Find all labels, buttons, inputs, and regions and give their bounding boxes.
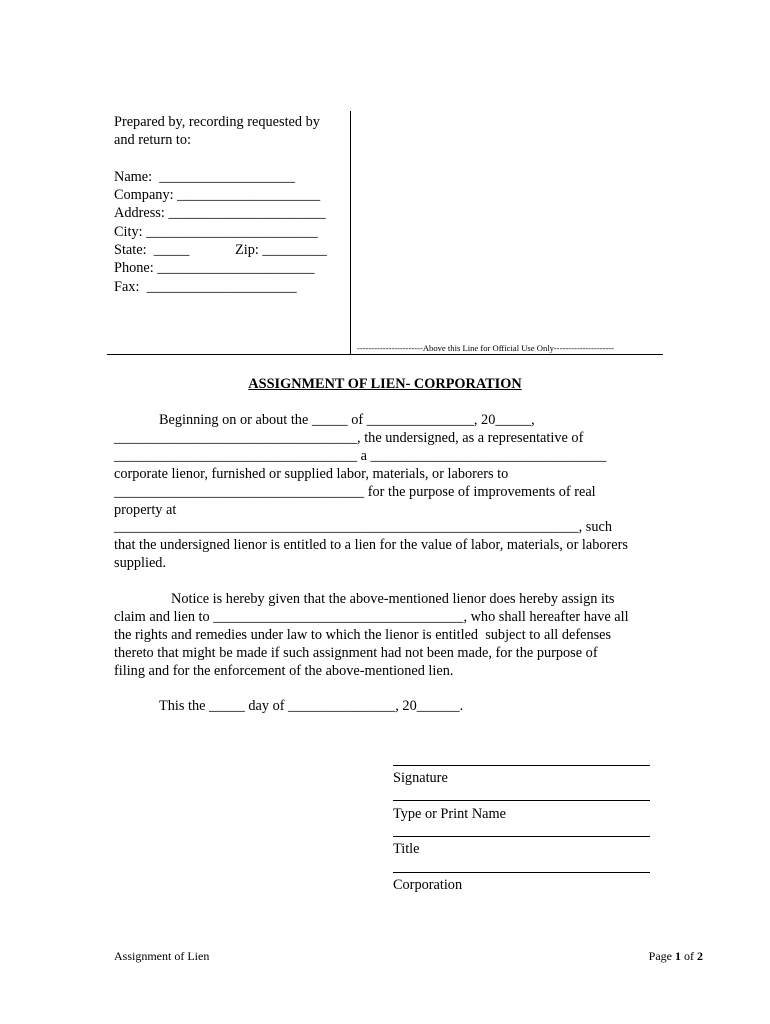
para1-line1: Beginning on or about the _____ of _______________, 20_____, bbox=[159, 412, 535, 428]
prepared-by-line2: and return to: bbox=[114, 132, 192, 148]
document-title: ASSIGNMENT OF LIEN- CORPORATION bbox=[248, 376, 522, 392]
title-label: Title bbox=[393, 841, 420, 857]
state-field[interactable]: State: _____ bbox=[114, 242, 190, 258]
para2-line3: the rights and remedies under law to which the lienor is entitled subject to all defenses bbox=[114, 627, 612, 643]
signature-line[interactable] bbox=[393, 765, 650, 766]
page-indicator bbox=[649, 949, 703, 963]
para1-line3: __________________________________ a _________________________________ bbox=[114, 448, 607, 464]
page-of: of bbox=[681, 949, 697, 963]
prepared-by-line1: Prepared by, recording requested by bbox=[114, 114, 320, 130]
name-field[interactable]: Name: ___________________ bbox=[114, 169, 296, 185]
footer-doc-name: Assignment of Lien bbox=[114, 949, 210, 963]
fax-field[interactable]: Fax: _____________________ bbox=[114, 279, 297, 295]
official-use-note: -----------------------Above this Line for Official Use Only--------------------- bbox=[357, 343, 615, 353]
print-name-label: Type or Print Name bbox=[393, 806, 506, 822]
page-current: 1 bbox=[675, 949, 681, 963]
zip-field[interactable]: Zip: _________ bbox=[235, 242, 327, 258]
para1-line4: corporate lienor, furnished or supplied labor, materials, or laborers to bbox=[114, 466, 509, 482]
signature-label: Signature bbox=[393, 770, 448, 786]
para2-line2: claim and lien to ___________________________________, who shall hereafter have all bbox=[114, 609, 629, 625]
corporation-line[interactable] bbox=[393, 872, 650, 873]
date-line: This the _____ day of _______________, 20______. bbox=[159, 698, 464, 714]
para1-line2: __________________________________, the undersigned, as a representative of bbox=[114, 430, 584, 446]
para1-line5: ___________________________________ for the purpose of improvements of real bbox=[114, 484, 596, 500]
para1-line9: supplied. bbox=[114, 555, 167, 571]
para1-line8: that the undersigned lienor is entitled to a lien for the value of labor, materials, or laborers bbox=[114, 537, 628, 553]
header-divider-vertical bbox=[350, 111, 351, 354]
city-field[interactable]: City: ________________________ bbox=[114, 224, 318, 240]
para1-line6: property at bbox=[114, 502, 177, 518]
print-name-line[interactable] bbox=[393, 800, 650, 801]
address-field[interactable]: Address: ______________________ bbox=[114, 205, 326, 221]
para1-line7: _________________________________________________________________, such bbox=[114, 519, 613, 535]
para2-line5: filing and for the enforcement of the above-mentioned lien. bbox=[114, 663, 454, 679]
para2-line4: thereto that might be made if such assignment had not been made, for the purpose of bbox=[114, 645, 598, 661]
company-field[interactable]: Company: ____________________ bbox=[114, 187, 321, 203]
title-line[interactable] bbox=[393, 836, 650, 837]
para2-line1: Notice is hereby given that the above-mentioned lienor does hereby assign its bbox=[171, 591, 615, 607]
phone-field[interactable]: Phone: ______________________ bbox=[114, 260, 315, 276]
corporation-label: Corporation bbox=[393, 877, 463, 893]
header-divider-horizontal bbox=[107, 354, 663, 355]
page-prefix: Page bbox=[648, 949, 675, 963]
page-total: 2 bbox=[697, 949, 703, 963]
